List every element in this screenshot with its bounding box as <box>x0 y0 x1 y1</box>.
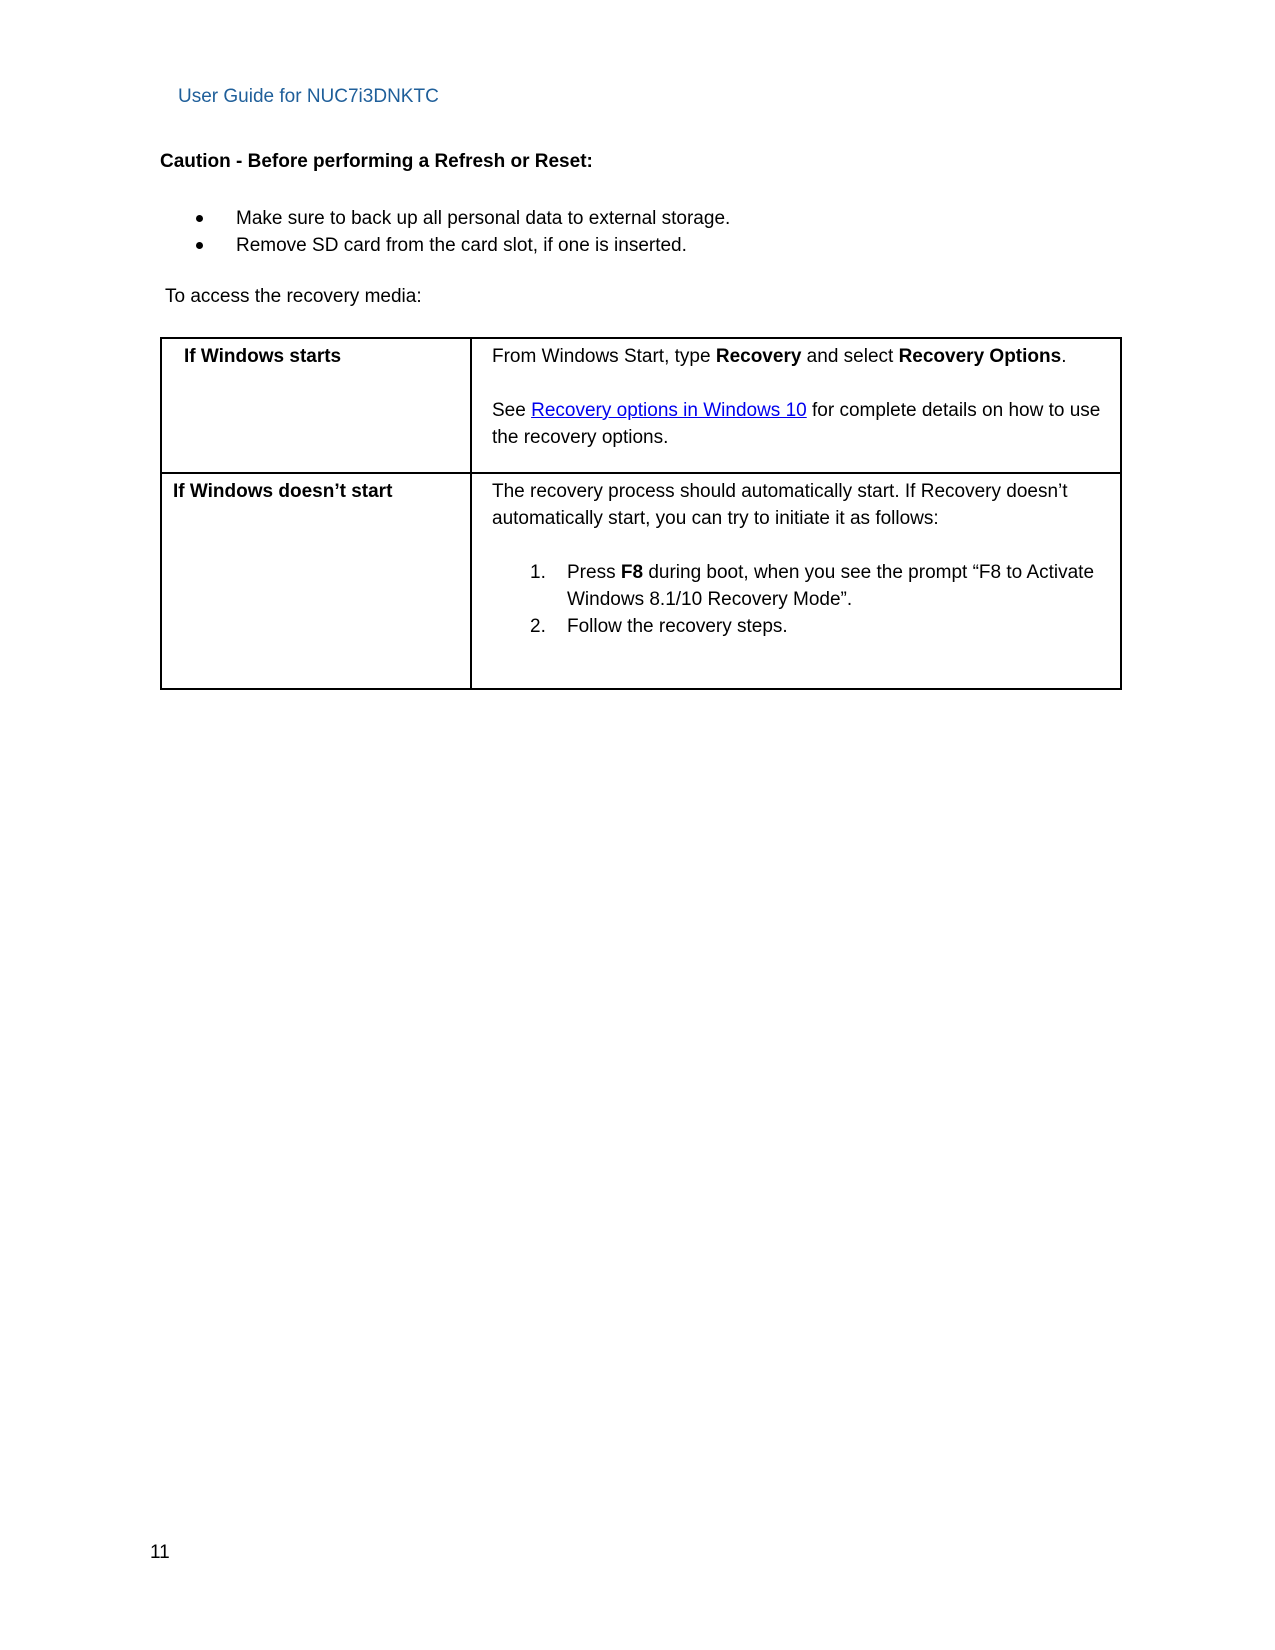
caution-heading: Caution - Before performing a Refresh or Reset: <box>160 151 593 172</box>
document-header-title: User Guide for NUC7i3DNKTC <box>178 86 439 107</box>
table-cell-label <box>161 473 471 689</box>
text-fragment: for complete details on how to use the recovery options. <box>492 400 1101 448</box>
list-item-text: Make sure to back up all personal data to external storage. <box>236 208 731 229</box>
caution-list <box>196 205 730 259</box>
row-label-windows-doesnt-start: If Windows doesn’t start <box>173 481 393 502</box>
text-fragment: Press <box>567 562 621 583</box>
text-fragment: during boot, when you see the prompt “F8 to Activate Windows 8.1/10 Recovery Mode”. <box>567 562 1095 610</box>
bullet-icon <box>196 242 203 249</box>
step-number: 1. <box>530 562 546 583</box>
bold-term-recovery-options: Recovery Options <box>898 346 1062 367</box>
list-item <box>196 232 730 259</box>
recovery-table <box>160 337 1122 690</box>
step-number: 2. <box>530 616 546 637</box>
table-cell-label <box>161 338 471 473</box>
instruction-line <box>492 343 1110 370</box>
recovery-steps-list <box>492 559 1110 640</box>
see-paragraph <box>492 397 1110 451</box>
list-item <box>492 613 1110 640</box>
list-item <box>196 205 730 232</box>
list-item-text: Remove SD card from the card slot, if one is inserted. <box>236 235 687 256</box>
text-fragment: and select <box>801 346 899 367</box>
text-fragment: See <box>492 400 532 421</box>
access-instruction: To access the recovery media: <box>165 286 422 307</box>
table-row <box>161 338 1121 473</box>
bold-term-recovery: Recovery <box>715 346 802 367</box>
text-fragment: . <box>1061 346 1067 367</box>
list-item <box>492 559 1110 613</box>
table-cell-content <box>471 473 1121 689</box>
bullet-icon <box>196 215 203 222</box>
table-row <box>161 473 1121 689</box>
cell-content <box>472 339 1120 451</box>
spacer <box>492 532 1110 559</box>
text-fragment: Follow the recovery steps. <box>567 616 788 637</box>
cell-content <box>472 474 1120 640</box>
recovery-options-link[interactable]: Recovery options in Windows 10 <box>531 400 807 421</box>
intro-paragraph: The recovery process should automatically start. If Recovery doesn’t automatically start, you can try to initiate it as follows: <box>492 481 1068 529</box>
row-label-windows-starts: If Windows starts <box>184 346 342 367</box>
spacer <box>492 370 1110 397</box>
bold-key-f8: F8 <box>620 562 644 583</box>
page-number: 11 <box>150 1542 170 1563</box>
table-cell-content <box>471 338 1121 473</box>
text-fragment: From Windows Start, type <box>492 346 716 367</box>
